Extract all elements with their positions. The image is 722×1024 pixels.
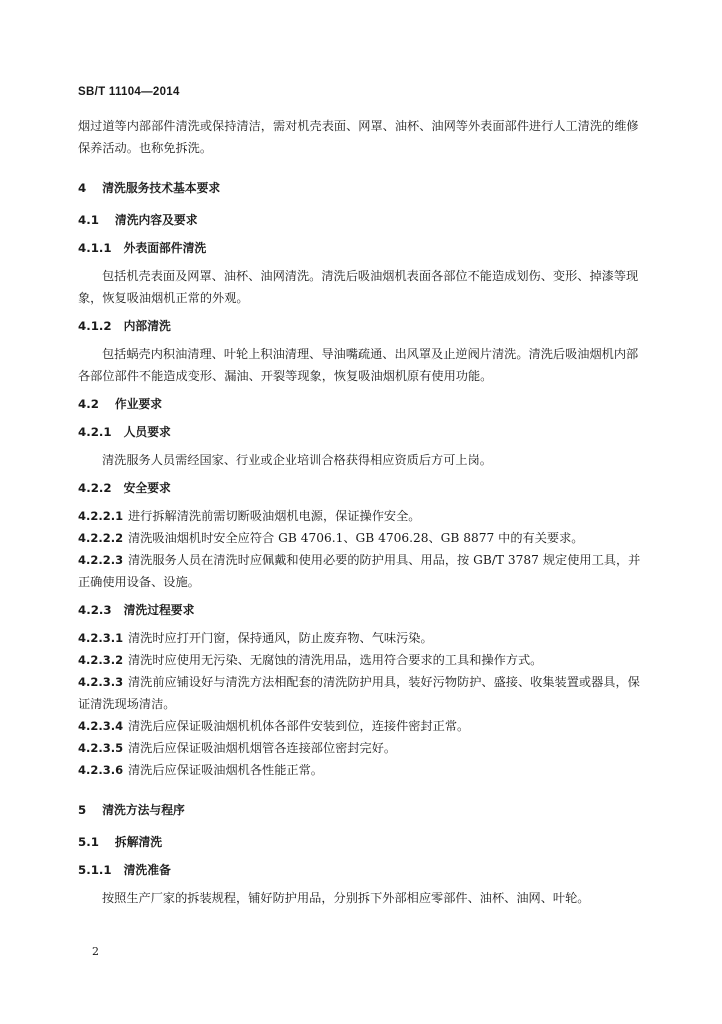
list-item [78, 627, 646, 649]
item-number: 4.2.3.6 [78, 763, 124, 777]
item-text: 清洗后应保证吸油烟机机体各部件安装到位，连接件密封正常。 [128, 719, 470, 733]
heading-title: 清洗服务技术基本要求 [102, 181, 221, 195]
heading-number: 4.2.1 [78, 425, 112, 439]
heading-number: 4.1.1 [78, 241, 112, 255]
list-item [78, 737, 646, 759]
heading-number: 5.1.1 [78, 863, 112, 877]
heading-number: 4.2 [78, 397, 99, 411]
list-item [78, 671, 646, 715]
heading-section-4-1-1 [78, 237, 646, 259]
item-number: 4.2.3.2 [78, 653, 124, 667]
list-item [78, 505, 646, 527]
heading-number: 4.1 [78, 213, 99, 227]
list-item [78, 549, 646, 593]
item-text: 清洗后应保证吸油烟机各性能正常。 [128, 763, 323, 777]
item-text: 清洗前应铺设好与清洗方法相配套的清洗防护用具，装好污物防护、盛接、收集装置或器具，保证清洗现场清洁。 [78, 675, 640, 711]
heading-number: 4.2.3 [78, 603, 112, 617]
heading-title: 清洗方法与程序 [102, 803, 185, 817]
heading-section-4-2-2 [78, 477, 646, 499]
heading-section-4-2 [78, 393, 646, 415]
heading-title: 安全要求 [123, 481, 171, 495]
heading-section-5-1 [78, 831, 646, 853]
item-number: 4.2.2.1 [78, 509, 124, 523]
item-number: 4.2.3.4 [78, 719, 124, 733]
paragraph-4-1-1: 包括机壳表面及网罩、油杯、油网清洗。清洗后吸油烟机表面各部位不能造成划伤、变形、掉漆等现象，恢复吸油烟机正常的外观。 [78, 269, 639, 305]
heading-number: 4.1.2 [78, 319, 112, 333]
item-number: 4.2.2.2 [78, 531, 124, 545]
heading-section-4-2-3 [78, 599, 646, 621]
heading-title: 清洗准备 [123, 863, 171, 877]
item-text: 清洗服务人员在清洗时应佩戴和使用必要的防护用具、用品，按 GB/T 3787 规定使用工具，并正确使用设备、设施。 [78, 553, 641, 589]
heading-section-4-1-2 [78, 315, 646, 337]
heading-section-5-1-1 [78, 859, 646, 881]
page-number: 2 [92, 945, 99, 958]
heading-section-4-1 [78, 209, 646, 231]
heading-title: 内部清洗 [123, 319, 171, 333]
heading-section-4-2-1 [78, 421, 646, 443]
heading-number: 5.1 [78, 835, 99, 849]
item-number: 4.2.3.5 [78, 741, 124, 755]
item-number: 4.2.3.3 [78, 675, 124, 689]
item-text: 清洗时应打开门窗，保持通风，防止废弃物、气味污染。 [128, 631, 433, 645]
intro-paragraph: 烟过道等内部部件清洗或保持清洁，需对机壳表面、网罩、油杯、油网等外表面部件进行人工清洗的维修保养活动。也称免拆洗。 [78, 119, 639, 155]
list-4-2-3 [78, 627, 646, 781]
heading-section-5 [78, 799, 646, 821]
list-4-2-2 [78, 505, 646, 593]
heading-title: 清洗过程要求 [123, 603, 195, 617]
item-number: 4.2.3.1 [78, 631, 124, 645]
heading-title: 拆解清洗 [114, 835, 163, 849]
heading-title: 清洗内容及要求 [114, 213, 198, 227]
document-body [78, 115, 646, 909]
heading-number: 5 [78, 803, 87, 817]
list-item [78, 527, 646, 549]
heading-title: 人员要求 [123, 425, 171, 439]
heading-number: 4 [78, 181, 87, 195]
heading-title: 外表面部件清洗 [123, 241, 207, 255]
item-text: 进行拆解清洗前需切断吸油烟机电源，保证操作安全。 [128, 509, 421, 523]
standard-code-header: SB/T 11104—2014 [78, 86, 180, 98]
list-item [78, 715, 646, 737]
item-text: 清洗吸油烟机时安全应符合 GB 4706.1、GB 4706.28、GB 8877 中的有关要求。 [128, 531, 584, 545]
paragraph-5-1-1: 按照生产厂家的拆装规程，铺好防护用品，分别拆下外部相应零部件、油杯、油网、叶轮。 [102, 891, 590, 905]
heading-title: 作业要求 [114, 397, 163, 411]
paragraph-4-1-2: 包括蜗壳内积油清理、叶轮上积油清理、导油嘴疏通、出风罩及止逆阀片清洗。清洗后吸油烟机内部各部位部件不能造成变形、漏油、开裂等现象，恢复吸油烟机原有使用功能。 [78, 347, 639, 383]
item-number: 4.2.2.3 [78, 553, 124, 567]
item-text: 清洗后应保证吸油烟机烟管各连接部位密封完好。 [128, 741, 397, 755]
list-item [78, 649, 646, 671]
heading-number: 4.2.2 [78, 481, 112, 495]
paragraph-4-2-1: 清洗服务人员需经国家、行业或企业培训合格获得相应资质后方可上岗。 [102, 453, 492, 467]
item-text: 清洗时应使用无污染、无腐蚀的清洗用品，选用符合要求的工具和操作方式。 [128, 653, 543, 667]
list-item [78, 759, 646, 781]
heading-section-4 [78, 177, 646, 199]
